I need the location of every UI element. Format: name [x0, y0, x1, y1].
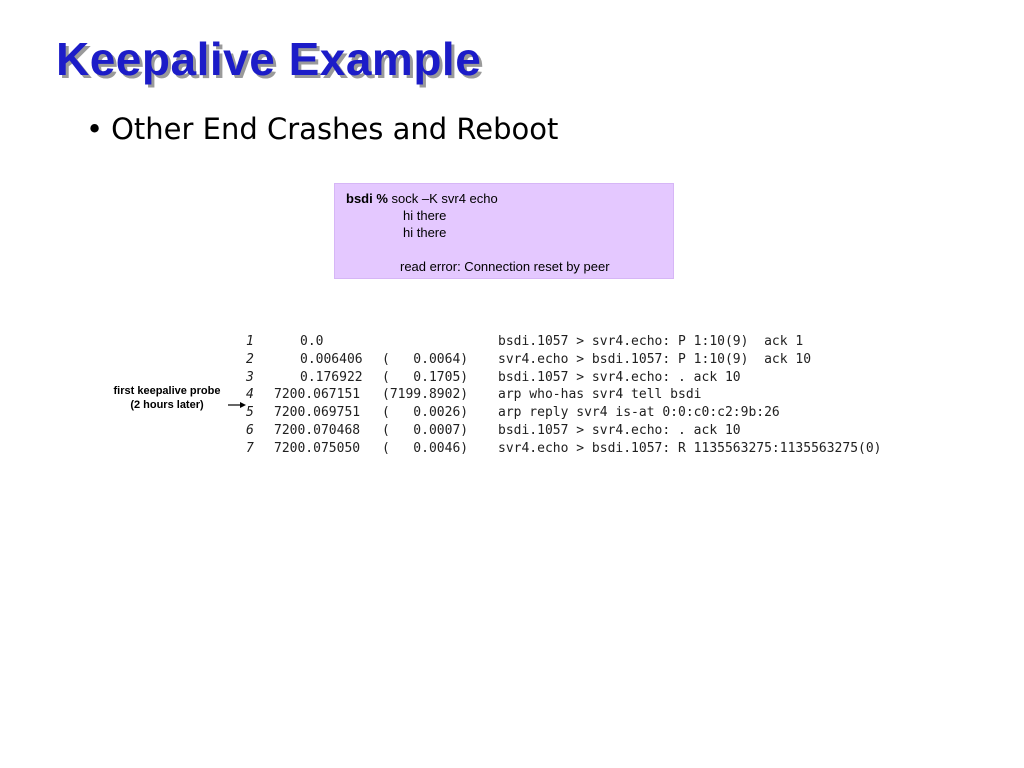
trace-line-number: 4 — [246, 387, 254, 403]
trace-delta: ( 0.1705) — [382, 369, 469, 385]
annotation-line: first keepalive probe — [113, 385, 221, 397]
trace-description: arp reply svr4 is-at 0:0:c0:c2:9b:26 — [498, 405, 780, 421]
trace-delta: (7199.8902) — [382, 387, 469, 403]
terminal-command: sock –K svr4 echo — [387, 191, 498, 206]
trace-timestamp: 0.006406 — [300, 351, 363, 367]
trace-timestamp: 7200.070468 — [274, 422, 361, 438]
trace-line-number: 5 — [246, 405, 254, 421]
trace-description: svr4.echo > bsdi.1057: P 1:10(9) ack 10 — [498, 351, 812, 367]
trace-line-number: 7 — [246, 440, 254, 456]
trace-description: bsdi.1057 > svr4.echo: P 1:10(9) ack 1 — [498, 334, 804, 349]
trace-line-number: 1 — [246, 334, 254, 349]
terminal-session-box — [334, 183, 674, 279]
trace-delta: ( 0.0046) — [382, 440, 469, 456]
bullet-point — [86, 112, 558, 146]
trace-timestamp: 7200.067151 — [274, 387, 361, 403]
trace-timestamp: 0.176922 — [300, 369, 363, 385]
trace-description: arp who-has svr4 tell bsdi — [498, 387, 702, 403]
trace-description: svr4.echo > bsdi.1057: R 1135563275:1135563275(0) — [498, 440, 882, 456]
right-arrow-icon — [228, 400, 246, 410]
trace-line-number: 6 — [246, 422, 254, 438]
trace-delta: ( 0.0026) — [382, 405, 469, 421]
trace-delta: ( 0.0007) — [382, 422, 469, 438]
slide-title: Keepalive Example — [56, 33, 482, 85]
trace-line-number: 3 — [246, 369, 254, 385]
annotation-line: (2 hours later) — [130, 399, 204, 411]
bullet-symbol: • — [86, 112, 104, 146]
terminal-error-line: read error: Connection reset by peer — [400, 259, 610, 274]
terminal-prompt: bsdi % — [346, 191, 388, 206]
trace-line-number: 2 — [246, 351, 254, 367]
trace-timestamp: 0.0 — [300, 334, 324, 349]
trace-timestamp: 7200.075050 — [274, 440, 361, 456]
bullet-text: Other End Crashes and Reboot — [111, 112, 559, 146]
terminal-command-line — [346, 190, 498, 207]
trace-description: bsdi.1057 > svr4.echo: . ack 10 — [498, 369, 741, 385]
keepalive-annotation — [104, 384, 230, 412]
terminal-output-line: hi there — [403, 208, 447, 223]
trace-description: bsdi.1057 > svr4.echo: . ack 10 — [498, 422, 741, 438]
trace-delta: ( 0.0064) — [382, 351, 469, 367]
terminal-output-line: hi there — [403, 225, 447, 240]
trace-timestamp: 7200.069751 — [274, 405, 361, 421]
